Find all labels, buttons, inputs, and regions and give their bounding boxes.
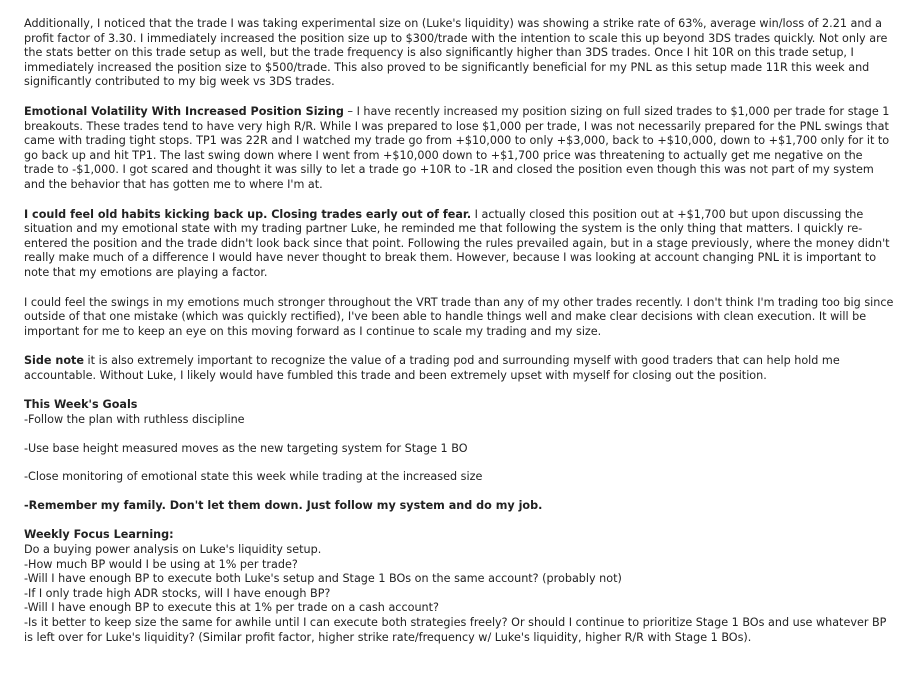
weekly-goals-section <box>24 398 894 513</box>
paragraph-emotional-volatility <box>24 105 894 193</box>
paragraph-vrt-trade <box>24 296 894 340</box>
paragraph-heading: I could feel old habits kicking back up. Closing trades early out of fear. <box>24 207 472 221</box>
paragraph-side-note <box>24 354 894 383</box>
learning-item: -Will I have enough BP to execute both Luke's setup and Stage 1 BOs on the same account? (probably not) <box>24 572 622 586</box>
weekly-focus-learning-section <box>24 528 894 645</box>
paragraph-heading: Side note <box>24 354 84 368</box>
learning-item: -Is it better to keep size the same for awhile until I can execute both strategies freely? Or should I continue to prioritize Stage 1 BOs and use whatever BP is left over for Luke's liquidity? (Similar profit factor, higher strike rate/frequency w/ Luke's liquidity, higher R/R with Stage 1 BOs). <box>24 616 887 644</box>
learning-item: -Will I have enough BP to execute this at 1% per trade on a cash account? <box>24 601 439 615</box>
goal-item-bold: -Remember my family. Don't let them down. Just follow my system and do my job. <box>24 498 543 512</box>
paragraph-text: Additionally, I noticed that the trade I was taking experimental size on (Luke's liquidity) was showing a strike rate of 63%, average win/loss of 2.21 and a profit factor of 3.30. I immediately increased the position size up to $300/trade with the intention to scale this up beyond 3DS trades quickly. Not only are the stats better on this trade setup as well, but the trade frequency is also significantly higher than 3DS trades. Once I hit 10R on this trade setup, I immediately increased the position size to $500/trade. This also proved to be significantly beneficial for my PNL as this setup made 11R this week and significantly contributed to my big week vs 3DS trades. <box>24 17 888 89</box>
paragraph-text: I could feel the swings in my emotions much stronger throughout the VRT trade than any of my other trades recently. I don't think I'm trading too big since outside of that one mistake (which was quickly rectified), I've been able to handle things well and make clear decisions with clean execution. It will be important for me to keep an eye on this moving forward as I continue to scale my trading and my size. <box>24 295 894 338</box>
learning-item: -If I only trade high ADR stocks, will I have enough BP? <box>24 586 331 600</box>
goals-heading: This Week's Goals <box>24 398 138 412</box>
paragraph-experimental-size <box>24 17 894 90</box>
paragraph-text: I actually closed this position out at +$1,700 but upon discussing the situation and my emotional state with my trading partner Luke, he reminded me that following the system is the only thing that matters. I quickly re-entered the position and the trade didn't look back since that point. Following the rules prevailed again, but in a stage previously, where the money didn't really make much of a difference I would have never thought to break them. However, because I was looking at account changing PNL it is important to note that my emotions are playing a factor. <box>24 207 890 279</box>
paragraph-text: it is also extremely important to recognize the value of a trading pod and surrounding myself with good traders that can help hold me accountable. Without Luke, I likely would have fumbled this trade and been extremely upset with myself for closing out the position. <box>24 354 840 382</box>
learning-heading: Weekly Focus Learning: <box>24 528 174 542</box>
paragraph-heading: Emotional Volatility With Increased Position Sizing <box>24 104 344 118</box>
paragraph-old-habits <box>24 208 894 281</box>
goal-item: -Use base height measured moves as the new targeting system for Stage 1 BO <box>24 441 468 455</box>
goal-item: -Close monitoring of emotional state this week while trading at the increased size <box>24 470 483 484</box>
learning-item: -How much BP would I be using at 1% per trade? <box>24 557 298 571</box>
paragraph-text: – I have recently increased my position sizing on full sized trades to $1,000 per trade for stage 1 breakouts. These trades tend to have very high R/R. While I was prepared to lose $1,000 per trade, I was not necessarily prepared for the PNL swings that came with trading tight stops. TP1 was 22R and I watched my trade go from +$10,000 to only +$3,000, back to +$10,000, down to +$1,700 only for it to go back up and hit TP1. The last swing down where I went from +$10,000 down to +$1,700 price was threatening to actually get me negative on the trade to -$1,000. I got scared and thought it was silly to let a trade go +10R to -1R and closed the position even though this was not part of my system and the behavior that has gotten me to where I'm at. <box>24 104 890 191</box>
goal-item: -Follow the plan with ruthless discipline <box>24 413 245 427</box>
learning-item: Do a buying power analysis on Luke's liquidity setup. <box>24 543 322 557</box>
